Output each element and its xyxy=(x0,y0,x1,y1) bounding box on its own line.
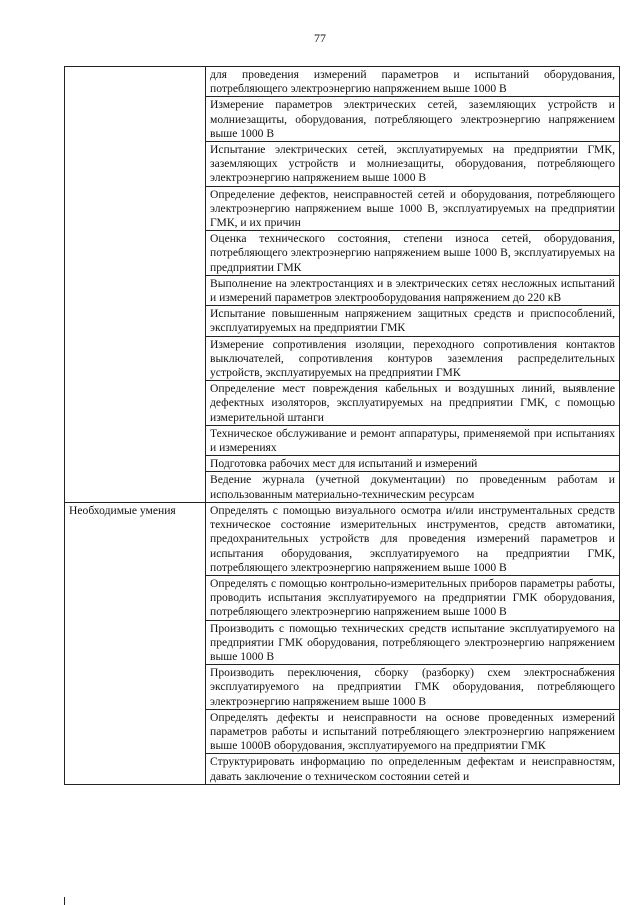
table-row xyxy=(65,502,620,575)
section-label xyxy=(65,67,206,503)
item-text: Оценка технического состояния, степени износа сетей, оборудования, потребляющего электроэнергию напряжением выше 1000 В, эксплуатируемых на предприятии ГМК xyxy=(206,231,620,276)
item-text: Определение мест повреждения кабельных и воздушных линий, выявление дефектных изоляторов, эксплуатируемых на предприятии ГМК, с помощью измерительной штанги xyxy=(206,381,620,426)
item-text: для проведения измерений параметров и испытаний оборудования, потребляющего электроэнергию напряжением выше 1000 В xyxy=(206,67,620,97)
page-number: 77 xyxy=(314,31,326,45)
item-text: Выполнение на электростанциях и в электрических сетях несложных испытаний и измерений параметров электрооборудования напряжением до 220 кВ xyxy=(206,275,620,305)
item-text: Производить с помощью технических средств испытание эксплуатируемого на предприятии ГМК оборудования, потребляющего электроэнергию напряжением выше 1000 В xyxy=(206,620,620,665)
item-text: Испытание повышенным напряжением защитных средств и приспособлений, эксплуатируемых на предприятии ГМК xyxy=(206,306,620,336)
item-text: Определять с помощью визуального осмотра и/или инструментальных средств техническое состояние измерительных инструментов, средств автоматики, предохранительных устройств для проведения измерений параметров и испытания оборудования, эксплуатируемого на предприятии ГМК, потребляющего электроэнергию напряжением выше 1000 В xyxy=(206,502,620,575)
item-text: Определять с помощью контрольно-измерительных приборов параметры работы, проводить испытания эксплуатируемого на предприятии ГМК оборудования, потребляющего электроэнергию напряжением выше 1000 В xyxy=(206,575,620,620)
item-text: Подготовка рабочих мест для испытаний и измерений xyxy=(206,456,620,472)
item-text: Техническое обслуживание и ремонт аппаратуры, применяемой при испытаниях и измерениях xyxy=(206,425,620,455)
item-text: Измерение сопротивления изоляции, переходного сопротивления контактов выключателей, сопротивления контуров заземления распределительных устройств, эксплуатируемых на предприятии ГМК xyxy=(206,336,620,381)
table-continuation-edge xyxy=(64,897,610,905)
item-text: Измерение параметров электрических сетей, заземляющих устройств и молниезащиты, оборудования, потребляющего электроэнергию напряжением выше 1000 В xyxy=(206,97,620,142)
item-text: Производить переключения, сборку (разборку) схем электроснабжения эксплуатируемого на предприятии ГМК оборудования, потребляющего электроэнергию напряжением выше 1000 В xyxy=(206,665,620,710)
item-text: Ведение журнала (учетной документации) по проведенным работам и использованным материально-техническим ресурсам xyxy=(206,472,620,502)
item-text: Определять дефекты и неисправности на основе проведенных измерений параметров работы и испытаний потребляющего электроэнергию напряжением выше 1000В оборудования, эксплуатируемого на предприятии ГМК xyxy=(206,709,620,754)
item-text: Испытание электрических сетей, эксплуатируемых на предприятии ГМК, заземляющих устройств и молниезащиты, оборудования, потребляющего электроэнергию напряжением выше 1000 В xyxy=(206,142,620,187)
table-row xyxy=(65,67,620,97)
competency-table-body xyxy=(65,67,620,785)
competency-table xyxy=(64,66,620,785)
section-label: Необходимые умения xyxy=(65,502,206,784)
item-text: Определение дефектов, неисправностей сетей и оборудования, потребляющего электроэнергию напряжением выше 1000 В, эксплуатируемых на предприятии ГМК, и их причин xyxy=(206,186,620,231)
item-text: Структурировать информацию по определенным дефектам и неисправностям, давать заключение о техническом состоянии сетей и xyxy=(206,754,620,784)
